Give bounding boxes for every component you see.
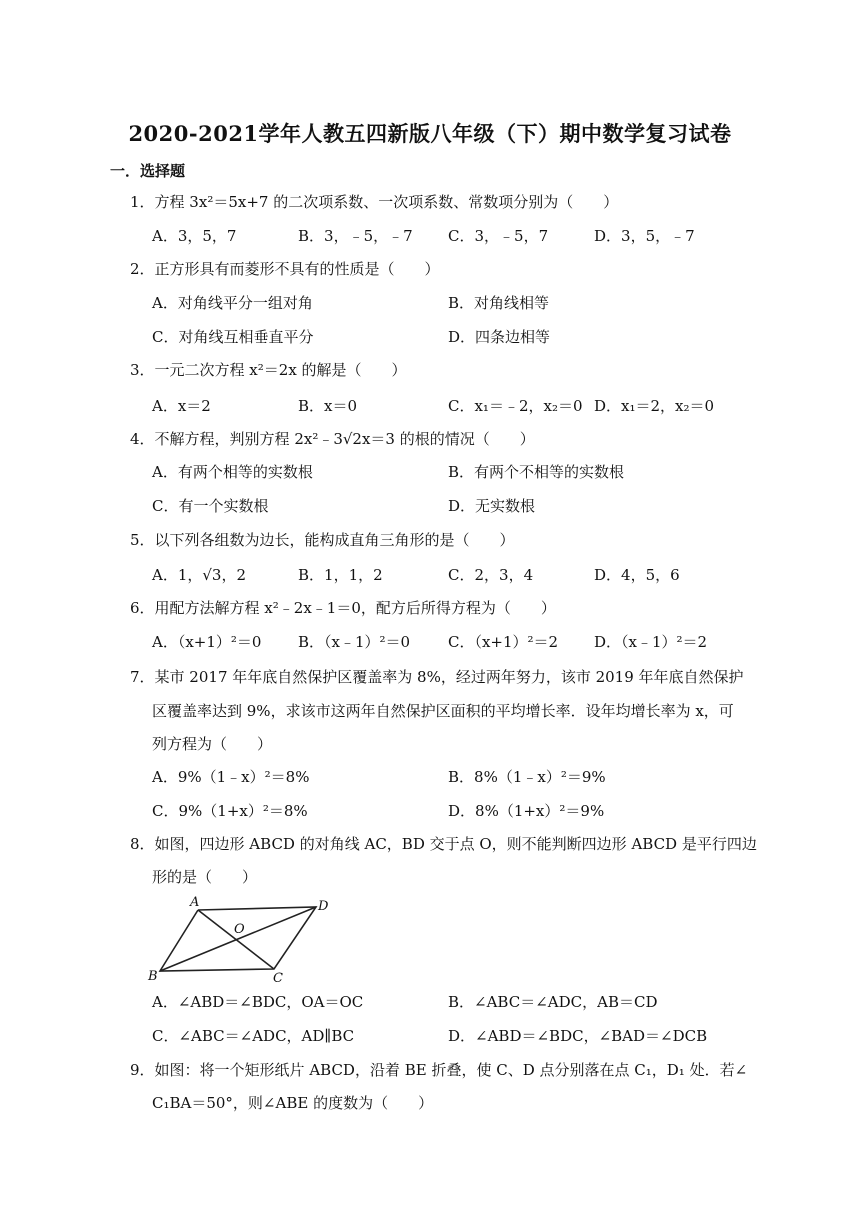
q7-option-c: C．9%（1+x）²＝8% bbox=[152, 802, 308, 820]
q8-option-d: D．∠ABD＝∠BDC，∠BAD＝∠DCB bbox=[448, 1027, 708, 1045]
label-a: A bbox=[190, 895, 200, 910]
q7-option-a: A．9%（1﹣x）²＝8% bbox=[152, 768, 310, 786]
q5-option-d: D．4，5，6 bbox=[594, 566, 680, 584]
q8-option-b: B．∠ABC＝∠ADC，AB＝CD bbox=[448, 993, 658, 1011]
q1-option-c: C．3，﹣5，7 bbox=[448, 227, 549, 245]
section-heading: 一．选择题 bbox=[110, 162, 186, 180]
q4-option-a: A．有两个相等的实数根 bbox=[152, 463, 313, 481]
question-9-stem-line-1: 9．如图：将一个矩形纸片 ABCD，沿着 BE 折叠，使 C、D 点分别落在点 C₁，D₁ 处．若∠ bbox=[130, 1061, 748, 1079]
question-4-stem: 4．不解方程，判别方程 2x²﹣3√2x＝3 的根的情况（ ） bbox=[130, 430, 535, 448]
question-2-stem: 2．正方形具有而菱形不具有的性质是（ ） bbox=[130, 260, 440, 278]
q6-option-c: C．（x+1）²＝2 bbox=[448, 633, 559, 651]
q5-option-a: A．1，√3，2 bbox=[152, 566, 247, 584]
q7-option-b: B．8%（1﹣x）²＝9% bbox=[448, 768, 606, 786]
q6-option-a: A．（x+1）²＝0 bbox=[152, 633, 262, 651]
label-b: B bbox=[148, 969, 158, 983]
q1-option-b: B．3，﹣5，﹣7 bbox=[298, 227, 413, 245]
label-d: D bbox=[318, 899, 329, 914]
question-8-stem-line-2: 形的是（ ） bbox=[152, 868, 258, 886]
question-8-stem-line-1: 8．如图，四边形 ABCD 的对角线 AC，BD 交于点 O，则不能判断四边形 ABCD 是平行四边 bbox=[130, 835, 757, 853]
q5-option-c: C．2，3，4 bbox=[448, 566, 534, 584]
q4-option-b: B．有两个不相等的实数根 bbox=[448, 463, 625, 481]
q5-option-b: B．1，1，2 bbox=[298, 566, 383, 584]
question-7-stem-line-2: 区覆盖率达到 9%，求该市这两年自然保护区面积的平均增长率．设年均增长率为 x，可 bbox=[152, 702, 734, 720]
question-7-stem-line-3: 列方程为（ ） bbox=[152, 735, 273, 753]
q1-option-d: D．3，5，﹣7 bbox=[594, 227, 695, 245]
q4-option-c: C．有一个实数根 bbox=[152, 497, 269, 515]
q2-option-c: C．对角线互相垂直平分 bbox=[152, 328, 314, 346]
q3-option-b: B．x＝0 bbox=[298, 397, 358, 415]
question-3-stem: 3．一元二次方程 x²＝2x 的解是（ ） bbox=[130, 361, 407, 379]
question-7-stem-line-1: 7．某市 2017 年年底自然保护区覆盖率为 8%，经过两年努力，该市 2019 年年底自然保护 bbox=[130, 668, 744, 686]
q6-option-b: B．（x﹣1）²＝0 bbox=[298, 633, 411, 651]
q8-option-a: A．∠ABD＝∠BDC，OA＝OC bbox=[152, 993, 364, 1011]
q3-option-a: A．x＝2 bbox=[152, 397, 211, 415]
q4-option-d: D．无实数根 bbox=[448, 497, 536, 515]
q1-option-a: A．3，5，7 bbox=[152, 227, 237, 245]
question-6-stem: 6．用配方法解方程 x²﹣2x﹣1＝0，配方后所得方程为（ ） bbox=[130, 599, 556, 617]
diagonal-bd bbox=[160, 907, 316, 971]
page-title: 2020-2021学年人教五四新版八年级（下）期中数学复习试卷 bbox=[128, 121, 732, 146]
question-5-stem: 5．以下列各组数为边长，能构成直角三角形的是（ ） bbox=[130, 531, 515, 549]
q2-option-a: A．对角线平分一组对角 bbox=[152, 294, 313, 312]
q3-option-c: C．x₁＝﹣2，x₂＝0 bbox=[448, 397, 583, 415]
q3-option-d: D．x₁＝2，x₂＝0 bbox=[594, 397, 715, 415]
question-9-stem-line-2: C₁BA＝50°，则∠ABE 的度数为（ ） bbox=[152, 1094, 434, 1112]
parallelogram-figure bbox=[146, 893, 336, 983]
q6-option-d: D．（x﹣1）²＝2 bbox=[594, 633, 708, 651]
q8-option-c: C．∠ABC＝∠ADC，AD∥BC bbox=[152, 1027, 355, 1045]
q2-option-b: B．对角线相等 bbox=[448, 294, 550, 312]
label-o: O bbox=[234, 922, 245, 937]
q7-option-d: D．8%（1+x）²＝9% bbox=[448, 802, 605, 820]
q2-option-d: D．四条边相等 bbox=[448, 328, 551, 346]
question-1-stem: 1．方程 3x²＝5x+7 的二次项系数、一次项系数、常数项分别为（ ） bbox=[130, 193, 619, 211]
label-c: C bbox=[273, 971, 283, 983]
